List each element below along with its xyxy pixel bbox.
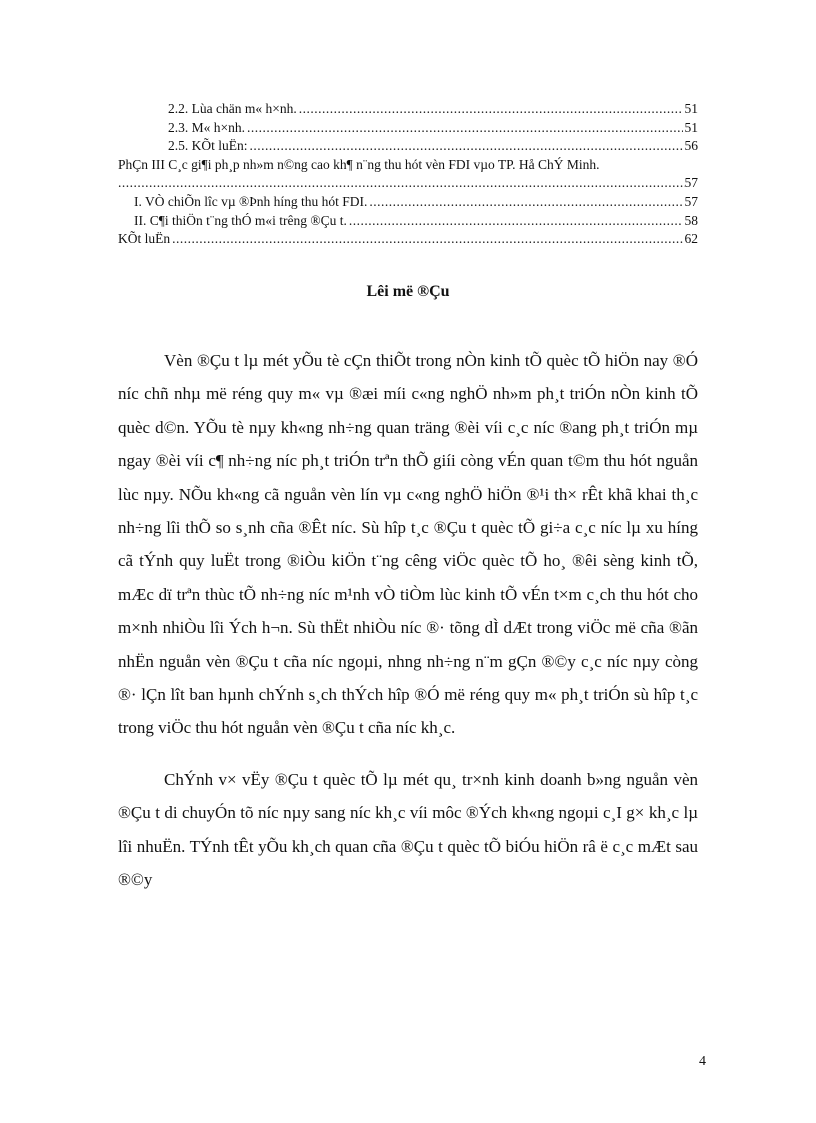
toc-entry-label: KÕt luËn [118,231,171,247]
toc-leader-dots [349,212,683,231]
toc-leader-dots [247,119,683,138]
toc-leader-dots [369,193,682,212]
toc-leader-dots [299,100,683,119]
toc-entry [118,100,698,119]
toc-entry-page: 58 [684,212,698,228]
toc-entry-label: II. C¶i thiÖn t¨ng thÓ m«i trêng ®Çu t. [134,212,347,228]
toc-entry-label: PhÇn III C¸c gi¶i ph¸p nh»m n©ng cao kh¶ n¨ng thu hót vèn FDI vµo TP. Hå ChÝ Minh. [118,156,600,172]
toc-entry-continuation [118,174,698,193]
toc-entry-label: I. VÒ chiÕn lîc vµ ®Þnh híng thu hót FDI. [134,193,368,209]
toc-entry-page: 51 [684,119,698,135]
toc-entry-part-3 [118,156,698,193]
toc-entry-page: 57 [684,175,698,191]
toc-leader-dots [118,174,685,193]
toc-entry-page: 62 [684,231,698,247]
toc-entry [118,230,698,249]
page-number: 4 [699,1054,706,1069]
toc-leader-dots [250,137,683,156]
toc-entry-label: 2.3. M« h×nh. [168,119,245,135]
toc-entry-label: 2.2. Lùa chän m« h×nh. [168,101,297,116]
toc-entry [118,193,698,212]
table-of-contents [118,100,698,249]
section-heading: Lêi më ®Çu [366,283,450,300]
toc-entry-page: 57 [684,193,698,209]
toc-entry [118,119,698,138]
paragraph: Vèn ®Çu t lµ mét yÕu tè cÇn thiÕt trong nÒn kinh tÕ quèc tÕ hiÖn nay ®Ó níc chñ nhµ më réng quy m« vµ ®æi míi c«ng nghÖ nh»m ph¸t triÓn nÒn kinh tÕ quèc d©n. YÕu tè nµy kh«ng nh÷ng quan träng ®èi víi c¸c níc ®ang ph¸t triÓn mµ ngay ®èi víi c¶ nh÷ng níc ph¸t triÓn trªn thÕ giíi còng vÉn quan t©m thu hót nguån lùc nµy. NÕu kh«ng cã nguån vèn lín vµ c«ng nghÖ hiÖn ®¹i th× rÊt khã khai th¸c nh÷ng lîi thÕ so s¸nh cña ®Êt níc. Sù hîp t¸c ®Çu t quèc tÕ gi÷a c¸c níc lµ xu híng cã tÝnh quy luËt trong ®iÒu kiÖn t¨ng cêng viÖc quèc tÕ ho¸ ®êi sèng kinh tÕ, mÆc dï trªn thùc tÕ nh÷ng níc m¹nh vÒ tiÒm lùc kinh tÕ vÉn t×m c¸ch thu hót cho m×nh nhiÒu lîi Ých h¬n. Sù thËt nhiÒu níc ®· tõng dÌ dÆt trong viÖc më cña ®ãn nhËn nguån vèn ®Çu t cña níc ngoµi, nhng nh÷ng n¨m gÇn ®©y c¸c níc nµy còng ®· lÇn lît ban hµnh chÝnh s¸ch thÝch hîp ®Ó më réng quy m« ph¸t triÓn sù hîp t¸c trong viÖc thu hót nguån vèn ®Çu t cña níc kh¸c. [118,351,698,738]
toc-leader-dots [172,230,682,249]
toc-entry-label: 2.5. KÕt luËn: [168,138,248,154]
toc-entry [118,137,698,156]
toc-entry-page: 56 [684,138,698,154]
toc-entry-page: 51 [684,101,698,116]
body-text [118,344,698,897]
toc-entry [118,212,698,231]
paragraph: ChÝnh v× vËy ®Çu t quèc tÕ lµ mét qu¸ tr×nh kinh doanh b»ng nguån vèn ®Çu t di chuyÓn tõ níc nµy sang níc kh¸c víi môc ®Ých kh«ng ngoµi c¸I g× kh¸c lµ lîi nhuËn. TÝnh tÊt yÕu kh¸ch quan cña ®Çu t quèc tÕ biÓu hiÖn râ ë c¸c mÆt sau ®©y [118,769,698,890]
